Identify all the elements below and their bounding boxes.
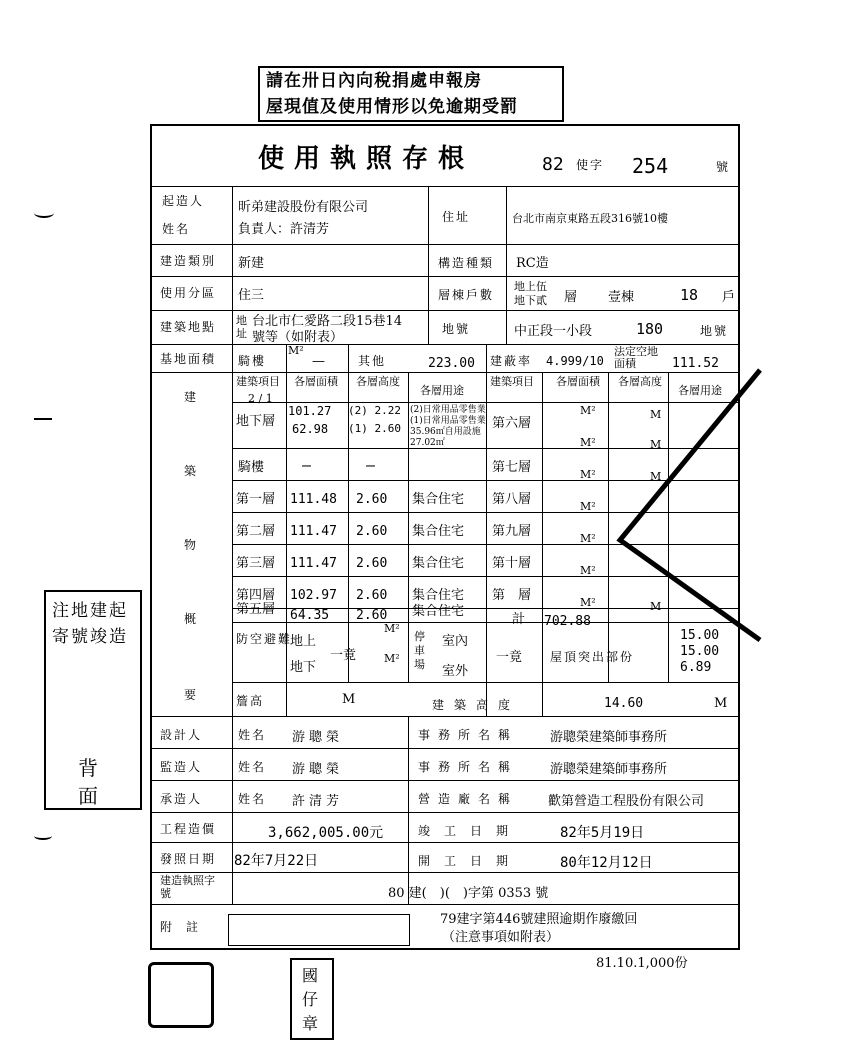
right-row-item: 第八層 [492, 492, 532, 507]
right-row-item: 第六層 [492, 416, 532, 431]
other-label: 其他 [358, 354, 387, 368]
parking-value: 一竟 [496, 650, 523, 665]
area-label: 基地面積 [160, 352, 217, 366]
rule [506, 186, 507, 344]
unit-m2: M² [384, 622, 400, 635]
office-value: 游聰榮建築師事務所 [550, 730, 668, 745]
supervisor-name: 游聰榮 [292, 762, 344, 777]
row-height: 2.60 [356, 556, 388, 571]
cost-label: 工程造價 [160, 822, 217, 836]
rule [348, 344, 349, 682]
floors-below: 地下貳 [514, 294, 547, 307]
right-row-item: 第七層 [492, 460, 532, 475]
arcade-value: — [312, 354, 325, 369]
builder-company: 昕弟建設股份有限公司 [238, 200, 369, 215]
shelter-above: 地上 [290, 634, 317, 649]
margin-mark-icon [34, 208, 54, 218]
row-height: 2.60 [356, 492, 388, 507]
stamp-line-2: 屋現值及使用情形以免逾期受罰 [266, 97, 518, 117]
col-item-header-right: 建築項目 [490, 375, 534, 388]
floors-ceng: 層 [564, 290, 578, 305]
address-label: 住址 [442, 210, 471, 224]
col-item-header: 建築項目 [236, 375, 280, 388]
row-use: 集合住宅 [412, 492, 465, 507]
rule [152, 872, 738, 873]
row-item: 第一層 [236, 492, 276, 507]
issue-value: 82年7月22日 [234, 853, 319, 869]
rule [232, 186, 233, 904]
handwritten-check-mark-icon [590, 350, 780, 650]
registration-side-box [44, 590, 142, 810]
supervisor-label: 監造人 [160, 760, 203, 774]
zi-label: 使字 [576, 158, 605, 172]
row-area: 111.48 [290, 492, 337, 507]
shelter-value: 一竟 [330, 648, 357, 663]
issue-label: 發照日期 [160, 852, 217, 866]
rule [152, 842, 738, 843]
unit-m2: M² [580, 596, 596, 609]
complete-label: 竣工日期 [418, 824, 523, 838]
col-use-header: 各層用途 [420, 384, 464, 397]
overview-char-5: 要 [184, 688, 199, 702]
builder-label: 起造人 [162, 194, 205, 208]
start-label: 開工日期 [418, 854, 523, 868]
lot-suffix: 地號 [700, 324, 729, 338]
unit-m2: M² [580, 532, 596, 545]
rule [152, 276, 738, 277]
zone-label: 使用分區 [160, 286, 217, 300]
rule [152, 748, 738, 749]
side-line-4: 面 [78, 784, 98, 808]
col-height-header: 各層高度 [356, 375, 400, 388]
rule [232, 682, 738, 683]
designer-name: 游聰榮 [292, 730, 344, 745]
floors-above: 地上伍 [514, 280, 547, 293]
name-label: 姓名 [238, 728, 267, 742]
approval-stamp-box [228, 914, 410, 946]
permit-value: 80 建( )( )字第 0353 號 [388, 886, 549, 901]
parking-out: 室外 [442, 664, 469, 679]
margin-mark-icon [34, 832, 52, 840]
overview-char-4: 概 [184, 612, 199, 626]
row-item: 第四層 [236, 588, 276, 603]
office-label: 事務所名稱 [418, 728, 519, 742]
floors-hu-count: 18 [680, 286, 699, 304]
contractor-name: 許清芳 [292, 794, 344, 809]
build-type-value: 新建 [238, 256, 265, 271]
margin-mark-icon [34, 412, 52, 420]
parking-in: 室內 [442, 634, 469, 649]
tax-notice-stamp [258, 66, 564, 122]
rule [152, 186, 738, 187]
lot-value: 中正段一小段 [514, 324, 593, 339]
lot-label: 地號 [442, 322, 471, 336]
row-item: 地下層 [236, 414, 276, 429]
right-row-item: 第 層 [492, 588, 532, 603]
rule [486, 344, 487, 716]
complete-value: 82年5月19日 [560, 825, 645, 841]
row-use: 集合住宅 [412, 604, 465, 619]
name-label: 姓名 [162, 222, 191, 236]
floors-label: 層棟戶數 [438, 288, 495, 302]
row-height: 2.60 [356, 588, 388, 603]
side-line-3: 背 [78, 756, 98, 780]
floors-hu: 戶 [722, 290, 736, 305]
address-value: 台北市南京東路五段316號10樓 [512, 212, 668, 225]
arcade-unit: M² [288, 344, 304, 357]
row-item: 騎樓 [238, 460, 265, 475]
building-height-unit: M [714, 696, 728, 711]
designer-label: 設計人 [160, 728, 203, 742]
floors-dong: 壹棟 [608, 290, 635, 305]
rule [152, 812, 738, 813]
permit-number: 254 [632, 154, 669, 178]
contractor-label: 承造人 [160, 792, 203, 806]
row-height: (2) 2.22 [348, 404, 401, 417]
row-area: 101.27 [288, 404, 332, 418]
parking-label: 停車場 [414, 630, 425, 671]
eave-label: 簷高 [236, 694, 265, 708]
rule [428, 186, 429, 344]
row-item: 第五層 [236, 602, 276, 617]
row-area: 111.47 [290, 556, 337, 571]
col-area-header: 各層面積 [294, 375, 338, 388]
stamp-line-1: 請在卅日內向稅捐處申報房 [266, 71, 482, 91]
overview-char-2: 築 [184, 464, 199, 478]
rule [408, 372, 409, 682]
name-seal-text: 國仔章 [302, 966, 319, 1033]
site-label: 建築地點 [160, 320, 217, 334]
col-height-header-right: 各層高度 [618, 375, 662, 388]
row-height: 2.60 [356, 608, 388, 623]
unit-m2: M² [580, 468, 596, 481]
row-area: 64.35 [290, 608, 330, 623]
rule [152, 904, 738, 905]
building-height-value: 14.60 [604, 696, 644, 711]
row-use-2: (1)日常用品零售業35.96㎡自用設施27.02㎡ [410, 416, 486, 448]
total-label: 計 [512, 612, 526, 627]
note-label: 附註 [160, 920, 213, 934]
unit-m2: M² [580, 404, 596, 417]
build-type-label: 建造類別 [160, 254, 217, 268]
note-line-2: （注意事項如附表） [442, 930, 560, 945]
rule [152, 780, 738, 781]
permit-year: 82 [542, 154, 564, 175]
office-label: 事務所名稱 [418, 760, 519, 774]
open-space-label: 法定空地面積 [614, 345, 658, 370]
total-area-value: 702.88 [544, 614, 591, 629]
shelter-label: 防空避難 [236, 632, 293, 646]
overview-char-1: 建 [184, 390, 199, 404]
row-height: 2.60 [356, 524, 388, 539]
roof-label: 屋頂突出部份 [550, 650, 635, 664]
permit-label: 建造執照字號 [160, 874, 215, 900]
shelter-below: 地下 [290, 660, 317, 675]
name-label: 姓名 [238, 760, 267, 774]
name-label: 姓名 [238, 792, 267, 806]
factory-value: 歡第營造工程股份有限公司 [548, 794, 705, 809]
other-value: 223.00 [428, 356, 475, 371]
unit-m2: M² [580, 436, 596, 449]
row-area-2: 62.98 [292, 422, 329, 436]
factory-label: 營造廠名稱 [418, 792, 519, 806]
col-use-header-right: 各層用途 [678, 384, 722, 397]
basement-sub: 2 / 1 [248, 392, 273, 405]
supervisor-office: 游聰榮建築師事務所 [550, 762, 668, 777]
coverage-label: 建蔽率 [490, 354, 533, 368]
site-address-2: 號等（如附表） [252, 330, 344, 345]
rule [152, 716, 738, 717]
building-height-label: 建築高度 [432, 698, 521, 712]
rule [542, 372, 543, 716]
name-seal [290, 958, 334, 1040]
row-area: 111.47 [290, 524, 337, 539]
cost-value: 3,662,005.00元 [268, 825, 384, 841]
open-space-value: 111.52 [672, 356, 719, 371]
right-row-item: 第九層 [492, 524, 532, 539]
side-line-1: 注地建起 [52, 601, 128, 621]
note-line-1: 79建字第446號建照逾期作廢繳回 [440, 912, 638, 927]
structure-value: RC造 [516, 256, 549, 271]
roof-value-3: 6.89 [680, 660, 712, 675]
col-area-header-right: 各層面積 [556, 375, 600, 388]
builder-rep: 負責人：許清芳 [238, 222, 330, 237]
row-use: (2)日常用品零售業 [410, 405, 486, 415]
unit-m2: M² [580, 500, 596, 513]
row-use: 集合住宅 [412, 556, 465, 571]
roof-value-1: 15.00 [680, 628, 720, 643]
roof-value-2: 15.00 [680, 644, 720, 659]
overview-char-3: 物 [184, 538, 199, 552]
zone-value: 住三 [238, 288, 265, 303]
unit-m2: M² [384, 652, 400, 665]
row-item: 第三層 [236, 556, 276, 571]
eave-value: M [342, 692, 356, 707]
rule [152, 310, 738, 311]
start-value: 80年12月12日 [560, 855, 653, 871]
lot-number: 180 [636, 320, 664, 338]
rule [286, 344, 287, 716]
right-row-item: 第十層 [492, 556, 532, 571]
site-address-1: 台北市仁愛路二段15巷14 [252, 314, 403, 329]
coverage-value: 4.999/10 [546, 354, 604, 368]
structure-label: 構造種類 [438, 256, 495, 270]
row-area: — [302, 456, 312, 474]
unit-m: M [650, 470, 662, 483]
unit-m: M [650, 600, 662, 613]
row-item: 第二層 [236, 524, 276, 539]
side-line-2: 寄號竣造 [52, 627, 128, 647]
rule [408, 716, 409, 904]
rule [152, 244, 738, 245]
row-area: 102.97 [290, 588, 337, 603]
row-use: 集合住宅 [412, 588, 465, 603]
hao-label: 號 [716, 160, 731, 174]
unit-m2: M² [580, 564, 596, 577]
row-height-2: (1) 2.60 [348, 422, 401, 435]
unit-m: M [650, 438, 662, 451]
arcade-label: 騎樓 [238, 354, 267, 368]
print-mark: 81.10.1,000份 [596, 956, 688, 971]
form-title: 使用執照存根 [258, 144, 475, 174]
row-height: — [366, 456, 376, 474]
row-use: 集合住宅 [412, 524, 465, 539]
site-sub: 地址 [236, 314, 247, 340]
unit-m: M [650, 408, 662, 421]
square-seal-icon [148, 962, 214, 1028]
